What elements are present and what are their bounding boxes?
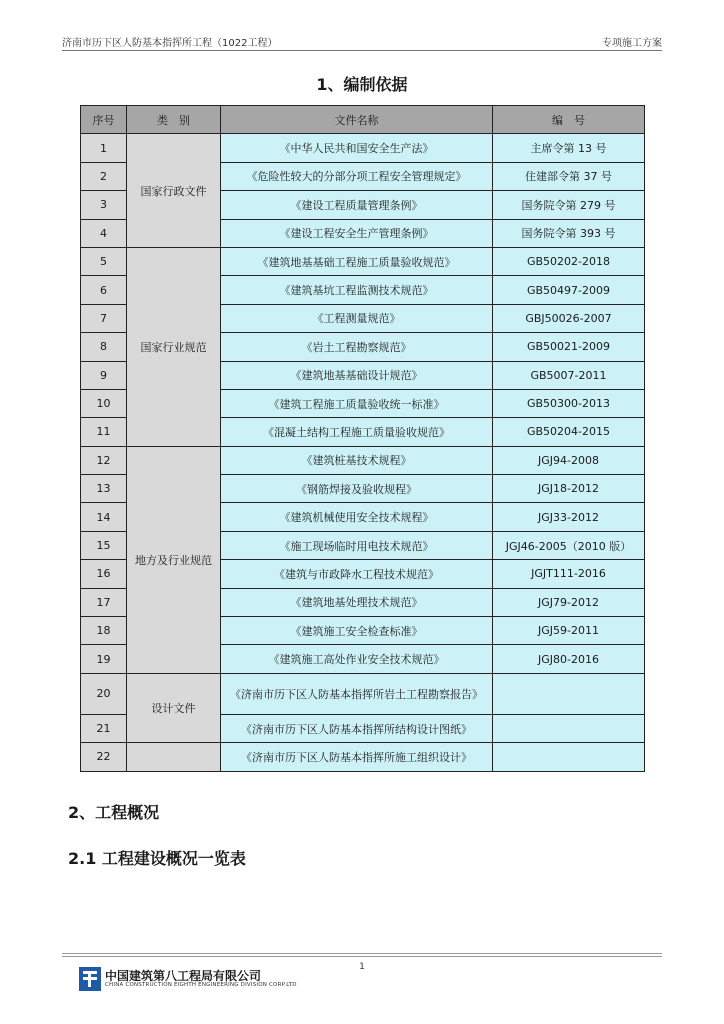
row-no: 11 <box>81 418 127 446</box>
footer-rule <box>62 953 662 954</box>
row-no: 17 <box>81 588 127 616</box>
header-no: 序号 <box>81 106 127 134</box>
section-2-1-title: 2.1 工程建设概况一览表 <box>68 849 246 868</box>
header-doc-type: 专项施工方案 <box>602 38 662 49</box>
company-logo <box>79 967 339 995</box>
table-row <box>81 247 645 275</box>
table-row <box>81 446 645 474</box>
row-no: 8 <box>81 333 127 361</box>
doc-name: 《建筑工程施工质量验收统一标准》 <box>221 389 493 417</box>
doc-code: GBJ50026-2007 <box>493 304 645 332</box>
row-no: 5 <box>81 247 127 275</box>
row-no: 20 <box>81 673 127 714</box>
doc-name: 《济南市历下区人防基本指挥所施工组织设计》 <box>221 743 493 771</box>
doc-code: JGJ79-2012 <box>493 588 645 616</box>
doc-code: GB50497-2009 <box>493 276 645 304</box>
doc-name: 《建设工程安全生产管理条例》 <box>221 219 493 247</box>
row-no: 4 <box>81 219 127 247</box>
doc-name: 《危险性较大的分部分项工程安全管理规定》 <box>221 162 493 190</box>
category-cell: 设计文件 <box>127 673 221 742</box>
doc-name: 《建筑地基基础设计规范》 <box>221 361 493 389</box>
doc-code <box>493 673 645 714</box>
row-no: 7 <box>81 304 127 332</box>
cscec-logo-icon <box>79 967 101 991</box>
doc-code: 主席令第 13 号 <box>493 134 645 162</box>
header-code: 编 号 <box>493 106 645 134</box>
basis-table <box>80 105 645 772</box>
row-no: 13 <box>81 475 127 503</box>
row-no: 19 <box>81 645 127 673</box>
doc-name: 《钢筋焊接及验收规程》 <box>221 475 493 503</box>
doc-code: GB5007-2011 <box>493 361 645 389</box>
doc-code: 住建部令第 37 号 <box>493 162 645 190</box>
table-row <box>81 134 645 162</box>
doc-name: 《建筑施工高处作业安全技术规范》 <box>221 645 493 673</box>
doc-code: 国务院令第 279 号 <box>493 191 645 219</box>
doc-name: 《施工现场临时用电技术规范》 <box>221 531 493 559</box>
category-cell: 国家行政文件 <box>127 134 221 248</box>
page-number: 1 <box>359 962 365 972</box>
category-cell: 国家行业规范 <box>127 247 221 446</box>
row-no: 14 <box>81 503 127 531</box>
doc-name: 《建筑地基基础工程施工质量验收规范》 <box>221 247 493 275</box>
table-row <box>81 743 645 771</box>
doc-name: 《工程测量规范》 <box>221 304 493 332</box>
row-no: 21 <box>81 714 127 742</box>
row-no: 18 <box>81 617 127 645</box>
doc-code: GB50300-2013 <box>493 389 645 417</box>
section-1-title: 1、编制依据 <box>316 75 408 94</box>
row-no: 15 <box>81 531 127 559</box>
page-header <box>62 32 662 50</box>
row-no: 6 <box>81 276 127 304</box>
doc-code: JGJT111-2016 <box>493 560 645 588</box>
doc-code: JGJ33-2012 <box>493 503 645 531</box>
category-cell-empty <box>127 743 221 771</box>
footer-rule-double <box>62 956 662 957</box>
row-no: 3 <box>81 191 127 219</box>
doc-name: 《建设工程质量管理条例》 <box>221 191 493 219</box>
company-name-en: CHINA CONSTRUCTION EIGHTH ENGINEERING DIVISION CORP.LTD <box>105 982 297 988</box>
doc-code: GB50021-2009 <box>493 333 645 361</box>
doc-name: 《建筑桩基技术规程》 <box>221 446 493 474</box>
doc-name: 《建筑施工安全检查标准》 <box>221 617 493 645</box>
category-cell: 地方及行业规范 <box>127 446 221 673</box>
row-no: 2 <box>81 162 127 190</box>
doc-code: JGJ80-2016 <box>493 645 645 673</box>
doc-code: GB50202-2018 <box>493 247 645 275</box>
doc-code: JGJ46-2005（2010 版） <box>493 531 645 559</box>
header-project-title: 济南市历下区人防基本指挥所工程（1022工程） <box>62 38 278 49</box>
row-no: 16 <box>81 560 127 588</box>
doc-name: 《建筑基坑工程监测技术规范》 <box>221 276 493 304</box>
section-2-title: 2、工程概况 <box>68 803 160 822</box>
doc-name: 《岩土工程勘察规范》 <box>221 333 493 361</box>
doc-code: 国务院令第 393 号 <box>493 219 645 247</box>
doc-name: 《中华人民共和国安全生产法》 <box>221 134 493 162</box>
header-rule <box>62 50 662 51</box>
row-no: 10 <box>81 389 127 417</box>
doc-name: 《建筑地基处理技术规范》 <box>221 588 493 616</box>
doc-name: 《济南市历下区人防基本指挥所岩土工程勘察报告》 <box>221 673 493 714</box>
row-no: 22 <box>81 743 127 771</box>
doc-code <box>493 743 645 771</box>
table-row <box>81 673 645 714</box>
doc-code: GB50204-2015 <box>493 418 645 446</box>
header-doc-name: 文件名称 <box>221 106 493 134</box>
company-name-cn: 中国建筑第八工程局有限公司 <box>105 969 262 983</box>
doc-code: JGJ18-2012 <box>493 475 645 503</box>
doc-code: JGJ59-2011 <box>493 617 645 645</box>
header-category: 类 别 <box>127 106 221 134</box>
doc-code: JGJ94-2008 <box>493 446 645 474</box>
doc-name: 《建筑与市政降水工程技术规范》 <box>221 560 493 588</box>
row-no: 1 <box>81 134 127 162</box>
doc-name: 《济南市历下区人防基本指挥所结构设计图纸》 <box>221 714 493 742</box>
doc-name: 《混凝土结构工程施工质量验收规范》 <box>221 418 493 446</box>
row-no: 12 <box>81 446 127 474</box>
row-no: 9 <box>81 361 127 389</box>
doc-name: 《建筑机械使用安全技术规程》 <box>221 503 493 531</box>
table-header-row <box>81 106 645 134</box>
doc-code <box>493 714 645 742</box>
